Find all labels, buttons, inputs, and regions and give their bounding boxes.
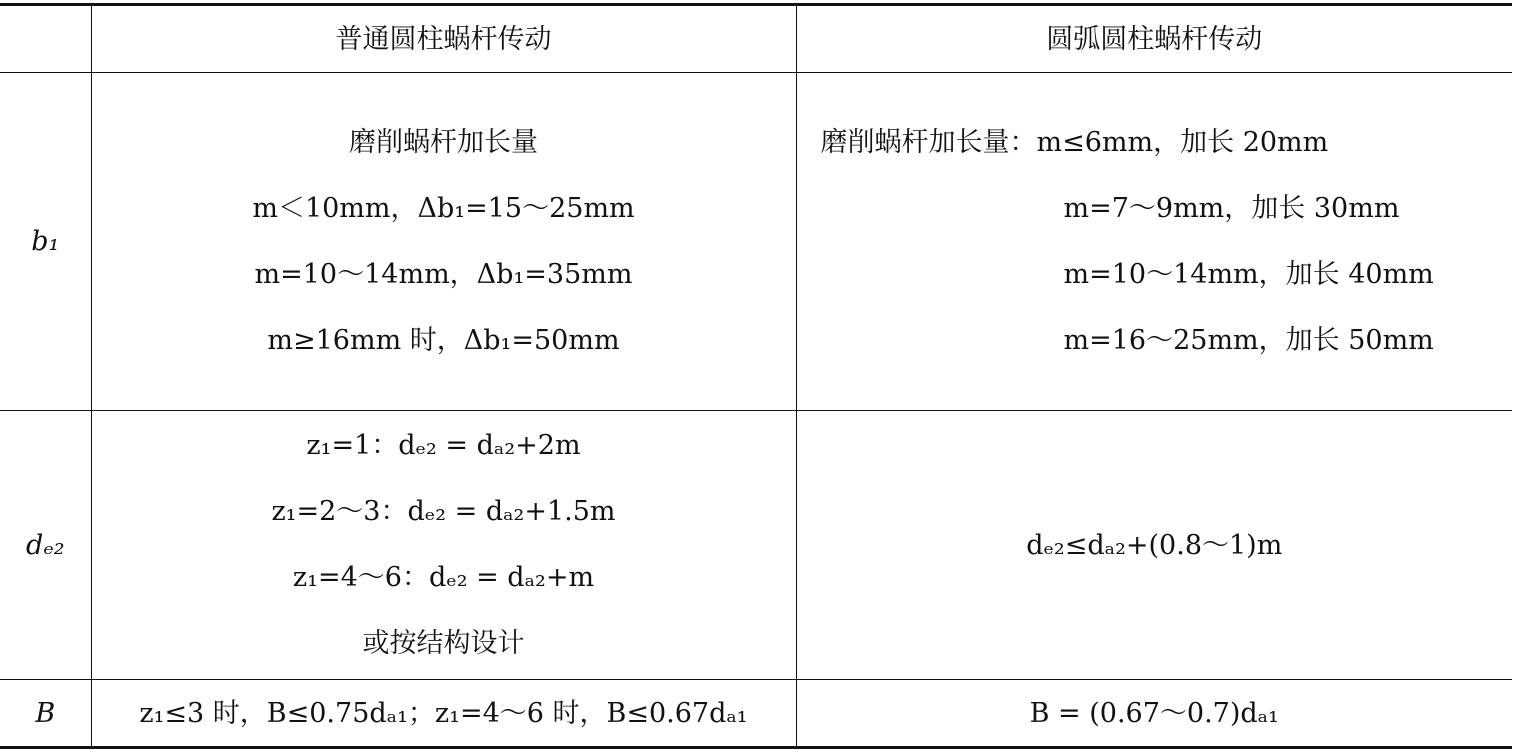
header-parameter-cell xyxy=(0,5,91,73)
b1-arc-lead: 磨削蜗杆加长量： xyxy=(820,126,1037,158)
b1-arc-line: m=16～25mm，加长 50mm xyxy=(1063,324,1434,356)
header-arc-worm: 圆弧圆柱蜗杆传动 xyxy=(796,5,1512,73)
b1-ordinary-line: m=10～14mm，Δb₁=35mm xyxy=(254,258,633,290)
table-row-b1 xyxy=(0,73,1512,411)
b1-ordinary-line: m≥16mm 时，Δb₁=50mm xyxy=(267,324,620,356)
header-ordinary-worm: 普通圆柱蜗杆传动 xyxy=(91,5,796,73)
de2-arc-cell: dₑ₂≤dₐ₂+(0.8～1)m xyxy=(796,411,1512,680)
b1-arc-line: m=7～9mm，加长 30mm xyxy=(1063,192,1400,224)
worm-gear-parameter-table xyxy=(0,3,1512,749)
table-row-B xyxy=(0,680,1512,748)
table-row-de2 xyxy=(0,411,1512,680)
b1-arc-cell xyxy=(796,73,1512,411)
de2-ordinary-cell xyxy=(91,411,796,680)
de2-ordinary-line: z₁=1：dₑ₂ = dₐ₂+2m xyxy=(306,430,581,461)
table-header-row xyxy=(0,5,1512,73)
B-arc-cell: B = (0.67～0.7)dₐ₁ xyxy=(796,680,1512,748)
B-ordinary-cell: z₁≤3 时，B≤0.75dₐ₁；z₁=4～6 时，B≤0.67dₐ₁ xyxy=(91,680,796,748)
b1-ordinary-line: 磨削蜗杆加长量 xyxy=(349,126,538,158)
row-label-b1: b₁ xyxy=(0,73,91,411)
b1-arc-line: m=10～14mm，加长 40mm xyxy=(1063,258,1434,290)
b1-ordinary-line: m＜10mm，Δb₁=15～25mm xyxy=(252,192,635,224)
b1-arc-value: m≤6mm，加长 20mm xyxy=(1036,126,1329,158)
b1-arc-line xyxy=(821,110,1513,176)
row-label-de2: dₑ₂ xyxy=(0,411,91,680)
b1-ordinary-cell xyxy=(91,73,796,411)
de2-ordinary-line: z₁=4～6：dₑ₂ = dₐ₂+m xyxy=(292,562,595,593)
de2-ordinary-line: 或按结构设计 xyxy=(362,628,525,659)
de2-ordinary-line: z₁=2～3：dₑ₂ = dₐ₂+1.5m xyxy=(271,496,616,527)
row-label-B: B xyxy=(0,680,91,748)
